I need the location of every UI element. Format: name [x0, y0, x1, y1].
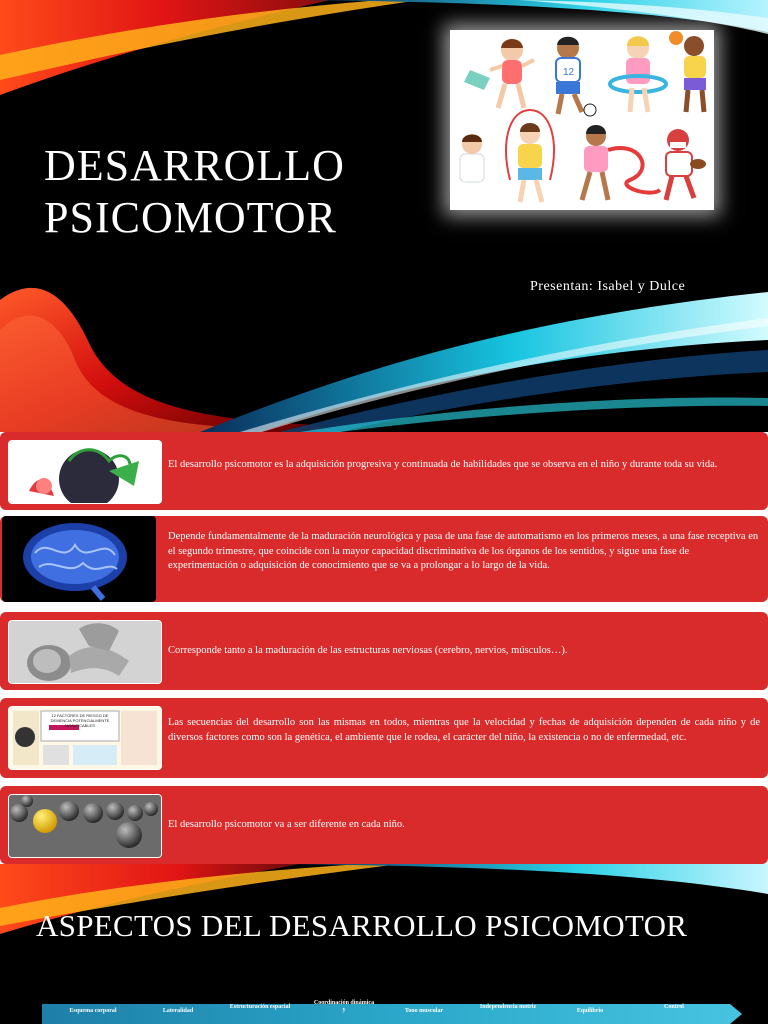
children-playing-image [450, 30, 714, 210]
info-row-1 [0, 432, 768, 510]
title-line-2: PSICOMOTOR [44, 193, 337, 242]
aspect-label: Lateralidad [162, 1008, 194, 1014]
brain-thumbnail [2, 516, 156, 602]
info-text-5: El desarrollo psicomotor va a ser diferente en cada niño. [168, 819, 405, 830]
aspect-label: Esquema corporal [69, 1008, 117, 1014]
child-plant-thumbnail [8, 440, 162, 504]
info-text-3: Corresponde tanto a la maduración de las estructuras nerviosas (cerebro, nervios, músculos…). [168, 645, 568, 656]
decorative-swoosh [0, 864, 768, 1024]
title-line-1: DESARROLLO [44, 141, 345, 190]
presenters-line: Presentan: Isabel y Dulce [530, 279, 686, 294]
info-row-2 [0, 516, 768, 602]
aspect-label: Tono muscular [404, 1008, 444, 1014]
aspect-label: Coordinación dinámica y [313, 1000, 375, 1013]
aspect-label: Equilibrio [576, 1008, 604, 1014]
info-row-3 [0, 612, 768, 690]
info-row-4 [0, 698, 768, 778]
aspect-label: Independencia motriz [479, 1004, 537, 1010]
svg-text:12: 12 [563, 67, 575, 78]
risk-factors-infographic [8, 706, 162, 770]
info-row-5 [0, 786, 768, 864]
presentation-title [44, 140, 345, 244]
children-illustration [450, 30, 714, 210]
spheres-thumbnail [8, 794, 162, 858]
info-text-4: Las secuencias del desarrollo son las mismas en todos, mientras que la velocidad y fechas de adquisición dependen de cada niño y de diversos factores como son la genética, el ambiente que le rodea, el carácter del niño, la existencia o no de enfermedad, etc. [168, 717, 760, 743]
aspects-slide [0, 864, 768, 1024]
aspect-label: Estructuración espacial [229, 1004, 291, 1010]
title-slide [0, 0, 768, 432]
info-text-1: El desarrollo psicomotor es la adquisición progresiva y continuada de habilidades que se observa en el niño y durante toda su vida. [168, 459, 718, 470]
aspect-label: Control [664, 1004, 684, 1010]
infographic-caption: 12 FACTORES DE RIESGO DE DEMENCIA POTENCIALMENTE MODIFICABLES [50, 713, 110, 728]
aspects-title: ASPECTOS DEL DESARROLLO PSICOMOTOR [36, 908, 688, 943]
info-text-2: Depende fundamentalmente de la maduración neurológica y pasa de una fase de automatismo en los primeros meses, a una fase receptiva en el segundo trimestre, que coincide con la mayor capacidad discriminativa de los órganos de los sentidos, y sigue una fase de experimentación o adquisición de conocimiento que se va a prolongar a lo largo de la vida. [168, 531, 759, 571]
definition-slide [0, 432, 768, 864]
baby-photo-thumbnail [8, 620, 162, 684]
